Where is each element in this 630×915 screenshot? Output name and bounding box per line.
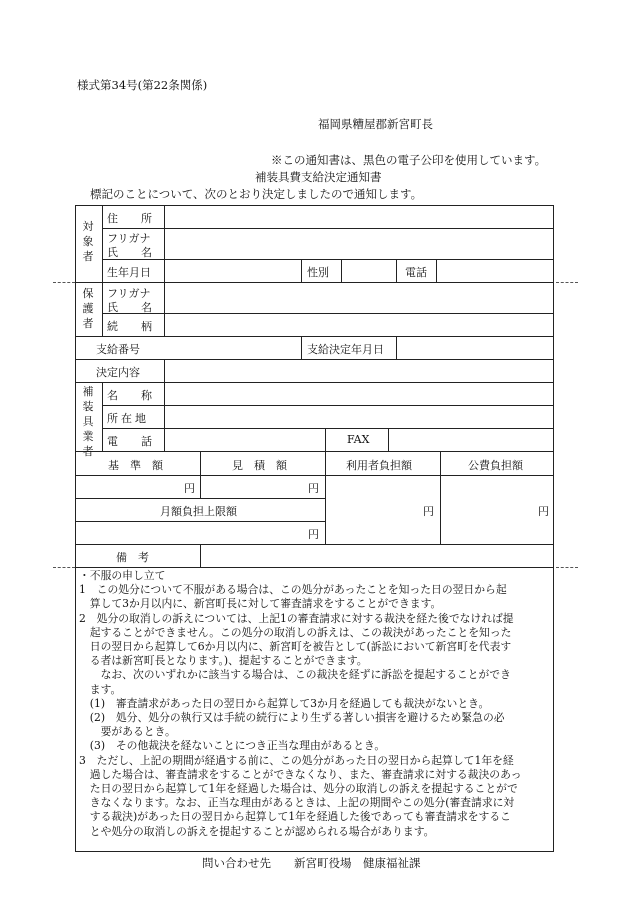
appeal-notes [79,569,553,839]
rule [75,451,554,452]
furigana-label: フリガナ [107,232,151,245]
document-title: 補装具費支給決定通知書 [255,170,382,184]
rule [388,428,389,451]
vendor-phone-label: 電 話 [107,435,158,448]
rule [75,282,554,283]
issuer: 福岡県糟屋郡新宮町長 [318,117,433,131]
notes-line: 3 ただし、上記の期間が経過する前に、この処分があった日の翌日から起算して1年を経 [79,753,514,767]
form-number: 様式第34号(第22条関係) [77,78,208,92]
base-amount-header: 基 準 額 [108,459,163,472]
rule [396,336,397,359]
notes-line: 日の翌日から起算して6か月以内に、新宮町を被告として(訴訟において新宮町を代表す [79,640,512,654]
notes-line: ます。 [79,682,122,696]
notes-line: (3) その他裁決を経ないことにつき正当な理由があるとき。 [79,739,386,753]
notes-line: 起することができません。この処分の取消しの訴えは、この裁決があったことを知った [79,625,512,639]
public-burden-yen: 円 [538,505,549,518]
rule [436,259,437,282]
contact-footer: 問い合わせ先 新宮町役場 健康福祉課 [202,856,421,870]
estimate-header: 見 積 額 [232,459,287,472]
guardian-name-label: 氏 名 [107,301,158,314]
rule [75,382,554,383]
estimate-yen: 円 [308,482,319,495]
rule [164,205,165,336]
rule [102,428,554,429]
dob-label: 生年月日 [107,266,151,279]
rule [200,544,201,567]
remarks-label: 備 考 [116,551,149,564]
vendor-header: 補装具業者 [82,385,94,458]
relation-label: 続 柄 [107,320,158,333]
rule [341,259,342,282]
user-burden-header: 利用者負担額 [346,459,412,472]
cut-guide-right-2 [556,567,578,568]
rule [102,313,554,314]
notes-line: る者は新宮町長となります。)、提起することができます。 [79,654,368,668]
rule [102,382,103,451]
subject-header: 対象者 [82,220,94,263]
notes-line: する裁決)があった日の翌日から起算して1年を経過した後であっても審査請求をするこ [79,810,511,824]
rule [325,428,326,451]
cut-guide-left-1 [53,282,75,283]
name-label: 氏 名 [107,246,158,259]
payment-number-label: 支給番号 [96,343,140,356]
notes-line: (1) 審査請求があった日の翌日から起算して3か月を経過しても裁決がないとき。 [79,696,490,710]
rule [164,359,165,451]
user-burden-yen: 円 [423,505,434,518]
decision-label: 決定内容 [96,366,140,379]
guardian-header: 保護者 [82,287,94,330]
rule [200,451,201,498]
vendor-location-label: 所在地 [107,412,149,425]
rule [102,405,554,406]
rule [75,498,325,499]
notes-line: きなくなります。なお、正当な理由があるときは、上記の期間やこの処分(審査請求に対 [79,796,515,810]
rule [102,259,554,260]
cut-guide-left-2 [53,567,75,568]
vendor-name-label: 名 称 [107,389,158,402]
monthly-limit-yen: 円 [308,528,319,541]
rule [75,359,554,360]
base-amount-yen: 円 [184,482,195,495]
notes-line: (2) 処分、処分の執行又は手続の続行により生ずる著しい損害を避けるため緊急の必 [79,711,505,725]
phone-label: 電話 [405,266,427,279]
notes-line: 1 この処分について不服がある場合は、この処分があったことを知った日の翌日から起 [79,583,507,597]
rule [102,228,554,229]
rule [301,336,302,359]
fax-label: FAX [347,433,370,446]
rule [102,205,103,336]
sex-label: 性別 [307,266,329,279]
address-label: 住 所 [107,212,158,225]
notes-line: なお、次のいずれかに該当する場合は、この裁決を経ずに訴訟を提起することができ [79,668,511,682]
rule [440,451,441,544]
rule [396,259,397,282]
cut-guide-right-1 [556,282,578,283]
notes-line: とや処分の取消しの訴えを提起することが認められる場合があります。 [79,824,435,838]
monthly-limit-label: 月額負担上限額 [160,505,237,518]
seal-note: ※この通知書は、黒色の電子公印を使用しています。 [271,153,547,167]
rule [75,475,554,476]
payment-date-label: 支給決定年月日 [307,343,384,356]
notes-line: 過した場合は、審査請求をすることができなくなり、また、審査請求に対する裁決のあっ [79,767,522,781]
intro-text: 標記のことについて、次のとおり決定しましたので通知します。 [90,187,423,201]
notes-line: 要があるとき。 [79,725,176,739]
rule [75,521,325,522]
rule [75,544,554,545]
guardian-furigana-label: フリガナ [107,287,151,300]
rule [75,336,554,337]
public-burden-header: 公費負担額 [468,459,523,472]
rule [325,451,326,544]
rule [75,567,554,568]
notes-line: た日の翌日から起算して1年を経過した場合は、処分の取消しの訴えを提起することがで [79,782,518,796]
notes-line: 2 処分の取消しの訴えについては、上記1の審査請求に対する裁決を経た後でなければ提 [79,611,514,625]
notes-line: 算して3か月以内に、新宮町長に対して審査請求をすることができます。 [79,597,442,611]
notes-line: ・不服の申し立て [79,569,166,582]
rule [301,259,302,282]
